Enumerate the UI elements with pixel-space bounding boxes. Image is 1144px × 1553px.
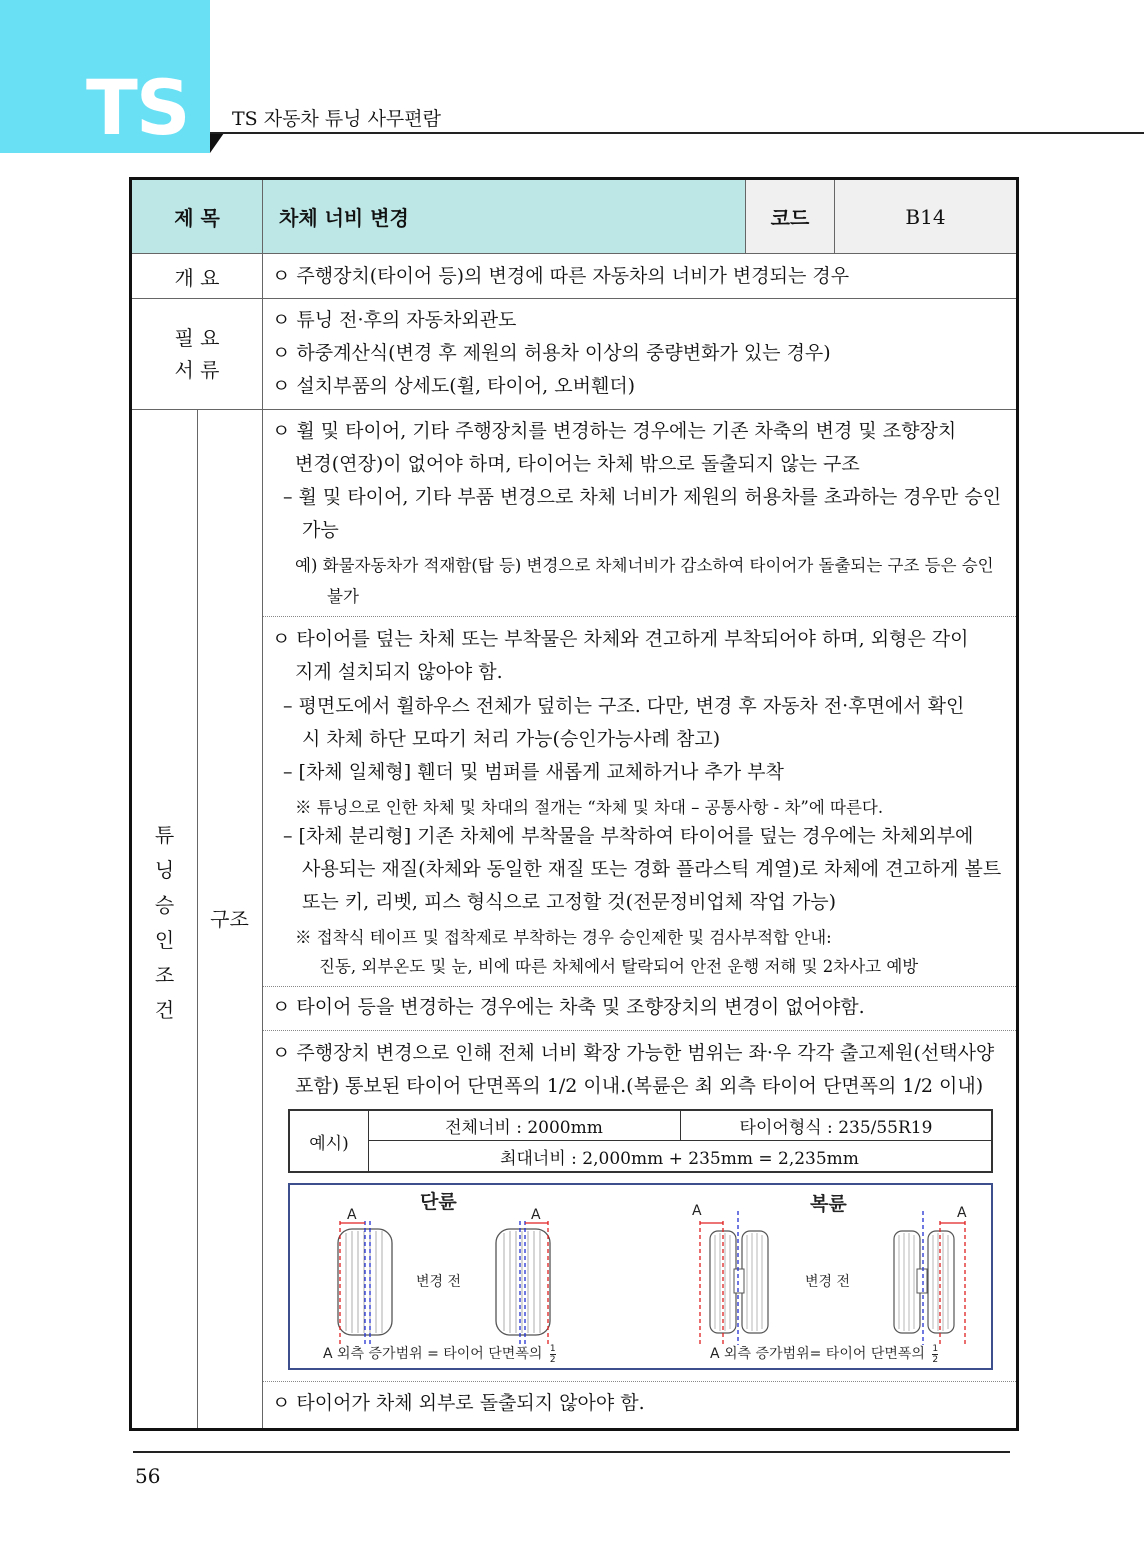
dual-caption: A 외측 증가범위= 타이어 단면폭의 $\frac{1}{2}$ — [710, 1343, 939, 1365]
structure-label: 구조 — [210, 907, 249, 931]
dual-before-label: 변경 전 — [805, 1274, 851, 1290]
block2-line-11: 진동, 외부온도 및 눈, 비에 따른 차체에서 탈락되어 안전 운행 저해 및 2차사고 예방 — [319, 957, 919, 976]
title-value: 차체 너비 변경 — [263, 180, 745, 253]
block2-line-3: – 평면도에서 휠하우스 전체가 덮히는 구조. 다만, 변경 후 자동차 전·후면에서 확인 — [283, 695, 965, 717]
page-number: 56 — [135, 1464, 161, 1488]
code-label: 코드 — [746, 180, 834, 253]
single-tire-left — [338, 1221, 392, 1345]
title-label: 제 목 — [132, 180, 262, 253]
example-label: 예시) — [309, 1133, 349, 1154]
header-triangle — [210, 133, 224, 153]
tire-diagram-svg — [290, 1185, 991, 1368]
block2-line-6: ※ 튜닝으로 인한 차체 및 차대의 절개는 “차체 및 차대 – 공통사항 - 차”에 따른다. — [295, 798, 884, 817]
code-value: B14 — [835, 180, 1016, 253]
marker-a-1: A — [347, 1207, 357, 1223]
block2-line-8: 사용되는 재질(차체와 동일한 재질 또는 경화 플라스틱 계열)로 차체에 견고하게 볼트 — [302, 858, 1002, 880]
docs-label-1: 필 요 — [174, 326, 220, 350]
docs-item-1: ㅇ 튜닝 전·후의 자동차외관도 — [272, 309, 517, 331]
block5-text: ㅇ 타이어가 차체 외부로 돌출되지 않아야 함. — [272, 1392, 645, 1414]
block4-line-2: 포함) 통보된 타이어 단면폭의 1/2 이내.(복륜은 최 외측 타이어 단면폭의 1/2 이내) — [295, 1075, 984, 1097]
block1-line-3: – 휠 및 타이어, 기타 부품 변경으로 차체 너비가 제원의 허용차를 초과하는 경우만 승인 — [283, 486, 1002, 508]
footer-rule — [133, 1451, 1010, 1453]
spec-table — [129, 177, 1019, 1431]
docs-item-2: ㅇ 하중계산식(변경 후 제원의 허용차 이상의 중량변화가 있는 경우) — [272, 342, 831, 364]
title-row — [132, 180, 1016, 254]
single-caption: A 외측 증가범위 = 타이어 단면폭의 $\frac{1}{2}$ — [323, 1343, 556, 1365]
single-title: 단륜 — [420, 1191, 457, 1213]
header-rule — [210, 132, 1144, 134]
block1-line-1: ㅇ 휠 및 타이어, 기타 주행장치를 변경하는 경우에는 기존 차축의 변경 및 조향장치 — [272, 420, 957, 442]
marker-a-3: A — [692, 1203, 702, 1219]
marker-a-4: A — [957, 1205, 967, 1221]
block2-line-7: – [차체 분리형] 기존 차체에 부착물을 부착하여 타이어를 덮는 경우에는 차체외부에 — [283, 825, 974, 847]
overview-label: 개 요 — [174, 266, 220, 290]
tire-width-diagram — [288, 1183, 993, 1370]
dual-title: 복륜 — [810, 1193, 847, 1215]
single-tire-right — [496, 1221, 550, 1345]
block2-line-9: 또는 키, 리벳, 피스 형식으로 고정할 것(전문정비업체 작업 가능) — [302, 891, 837, 913]
block1-line-4: 가능 — [302, 519, 339, 541]
condition-label: 튜 닝 승 인 조 건 — [154, 823, 175, 1022]
block1-line-6: 불가 — [327, 587, 359, 606]
block4-line-1: ㅇ 주행장치 변경으로 인해 전체 너비 확장 가능한 범위는 좌·우 각각 출고제원(선택사양 — [272, 1042, 995, 1064]
example-max-width: 최대너비 : 2,000mm + 235mm = 2,235mm — [500, 1148, 859, 1169]
docs-item-3: ㅇ 설치부품의 상세도(휠, 타이어, 오버휀더) — [272, 375, 636, 397]
block3-text: ㅇ 타이어 등을 변경하는 경우에는 차축 및 조향장치의 변경이 없어야함. — [272, 996, 865, 1018]
example-table — [288, 1109, 993, 1173]
example-tire: 타이어형식 : 235/55R19 — [739, 1118, 933, 1138]
block1-line-2: 변경(연장)이 없어야 하며, 타이어는 차체 밖으로 돌출되지 않는 구조 — [295, 453, 860, 475]
block1-line-5: 예) 화물자동차가 적재함(탑 등) 변경으로 차체너비가 감소하여 타이어가 돌출되는 구조 등은 승인 — [295, 556, 994, 575]
header-title: TS 자동차 튜닝 사무편람 — [232, 108, 441, 130]
dual-tire-right — [894, 1211, 965, 1345]
dual-tire-left — [700, 1211, 768, 1345]
overview-text: ㅇ 주행장치(타이어 등)의 변경에 따른 자동차의 너비가 변경되는 경우 — [272, 265, 850, 287]
ts-logo: TS — [86, 63, 189, 152]
block2-line-2: 지게 설치되지 않아야 함. — [295, 661, 503, 683]
block2-line-10: ※ 접착식 테이프 및 접착제로 부착하는 경우 승인제한 및 검사부적합 안내: — [295, 928, 832, 947]
header-logo-block — [0, 0, 210, 153]
block2-line-1: ㅇ 타이어를 덮는 차체 또는 부착물은 차체와 견고하게 부착되어야 하며, 외형은 각이 — [272, 628, 969, 650]
single-before-label: 변경 전 — [416, 1274, 462, 1290]
docs-label-2: 서 류 — [174, 358, 220, 382]
block2-line-4: 시 차체 하단 모따기 처리 가능(승인가능사례 참고) — [302, 728, 721, 750]
marker-a-2: A — [531, 1207, 541, 1223]
example-width: 전체너비 : 2000mm — [445, 1118, 603, 1138]
block2-line-5: – [차체 일체형] 휀더 및 범퍼를 새롭게 교체하거나 추가 부착 — [283, 761, 784, 783]
